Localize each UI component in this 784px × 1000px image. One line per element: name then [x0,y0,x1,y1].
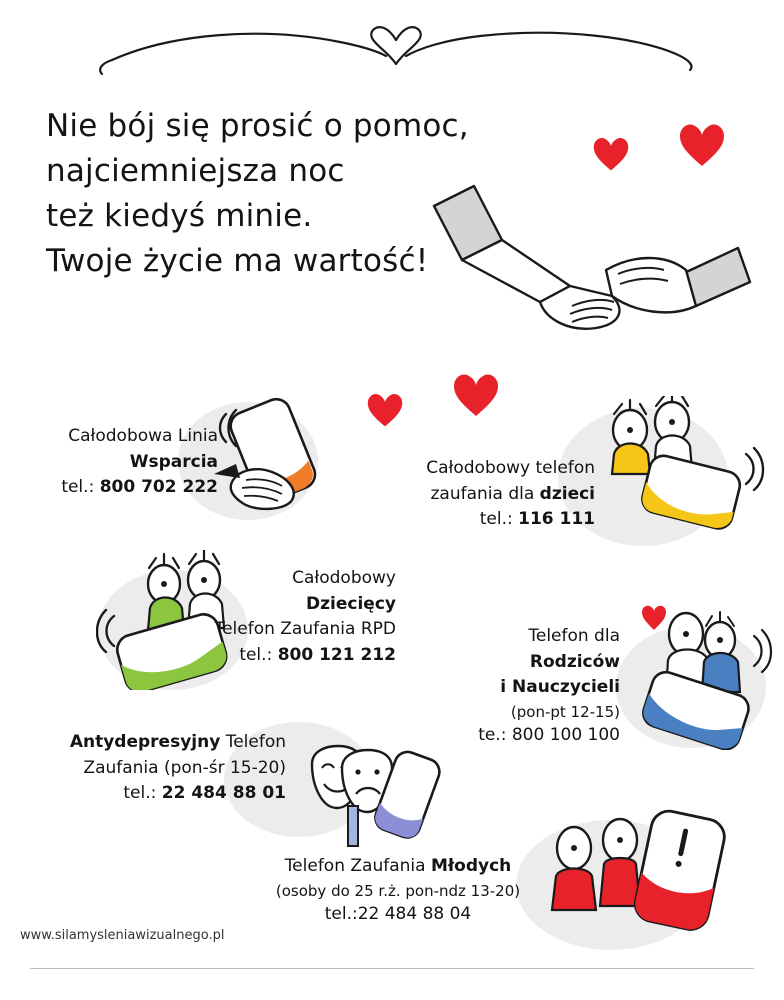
helpline-line-3 [24,781,286,807]
helpline-calodobowa-linia-wsparcia [28,400,328,540]
heart-icon [366,392,404,428]
phone-number: 22 484 88 01 [161,783,286,803]
helpline-line-1: Telefon dla [528,626,620,646]
helpline-line-2: Zaufania (pon-śr 15-20) [83,757,286,778]
helpline-line-3: tel.:22 484 88 04 [324,904,472,924]
helpline-line-3: i Nauczycieli [500,677,620,697]
tel-label: tel.: [123,783,162,803]
helpline-telefon-zaufania-dla-dzieci [400,410,760,560]
headline-line-1: Nie bój się prosić o pomoc, [46,108,469,144]
helpline-telefon-zaufania-mlodych [248,820,768,960]
heart-icon [678,122,726,168]
heart-icon [592,136,630,172]
helpline-line-5: te.: 800 100 100 [478,725,620,745]
helpline-text [248,820,548,928]
helpline-text [400,410,595,533]
helpline-dzieciecy-telefon-zaufania-rpd [96,552,416,692]
footer-divider [30,968,754,969]
helpline-line-2: Dziecięcy [306,593,396,614]
helpline-line-1: Całodobowy telefon [426,458,595,478]
tel-label: tel.: [61,477,100,497]
helpline-line-2-prefix: zaufania dla [430,483,540,504]
phone-number: 116 111 [518,509,595,529]
helpline-line-2: Wsparcia [129,451,218,472]
helpline-text [470,608,620,749]
helpline-line-1 [24,730,286,756]
helpline-line-1-prefix: Telefon Zaufania [284,856,431,876]
helpline-line-1 [248,854,548,880]
helpline-text [28,400,218,501]
helpline-line-1-bold: Antydepresyjny [69,732,221,752]
phone-illustration-icon [214,398,344,528]
helpline-line-3: Telefon Zaufania RPD [214,619,396,639]
handshake-illustration-icon [420,178,760,353]
helpline-hours: (pon-pt 12-15) [510,702,620,721]
tel-label: tel.: [239,644,278,665]
helpline-telefon-dla-rodzicow-i-nauczycieli [470,608,770,768]
helpline-line-3 [28,475,218,501]
site-url[interactable]: www.silamysleniawizualnego.pl [20,928,225,943]
helpline-line-4 [96,643,396,669]
helpline-line-2-bold: dzieci [539,483,595,504]
phone-number: 800 702 222 [99,477,218,497]
helpline-line-2: Rodziców [529,651,620,672]
headline-line-4: Twoje życie ma wartość! [46,242,429,279]
parents-phone-illustration-icon [620,600,780,750]
helpline-text [24,722,286,807]
children-phone-illustration-icon [596,396,766,546]
helpline-line-1-suffix: Telefon [220,732,286,752]
heart-string-garland-icon [0,8,784,88]
headline-line-2: najciemniejsza noc [46,152,345,189]
helpline-line-1: Całodobowy [292,568,396,588]
helpline-line-3 [400,507,595,533]
phone-number: 800 121 212 [277,644,396,665]
helpline-line-1: Całodobowa Linia [68,426,218,446]
headline-line-3: też kiedyś minie. [46,197,313,234]
tel-label: tel.: [479,509,519,529]
helpline-text [96,552,396,668]
youth-phone-illustration-icon [538,806,738,956]
helpline-hours: (osoby do 25 r.ż. pon-ndz 13-20) [275,881,521,900]
helpline-line-1-bold: Młodych [430,856,512,876]
helpline-line-2 [400,482,595,508]
